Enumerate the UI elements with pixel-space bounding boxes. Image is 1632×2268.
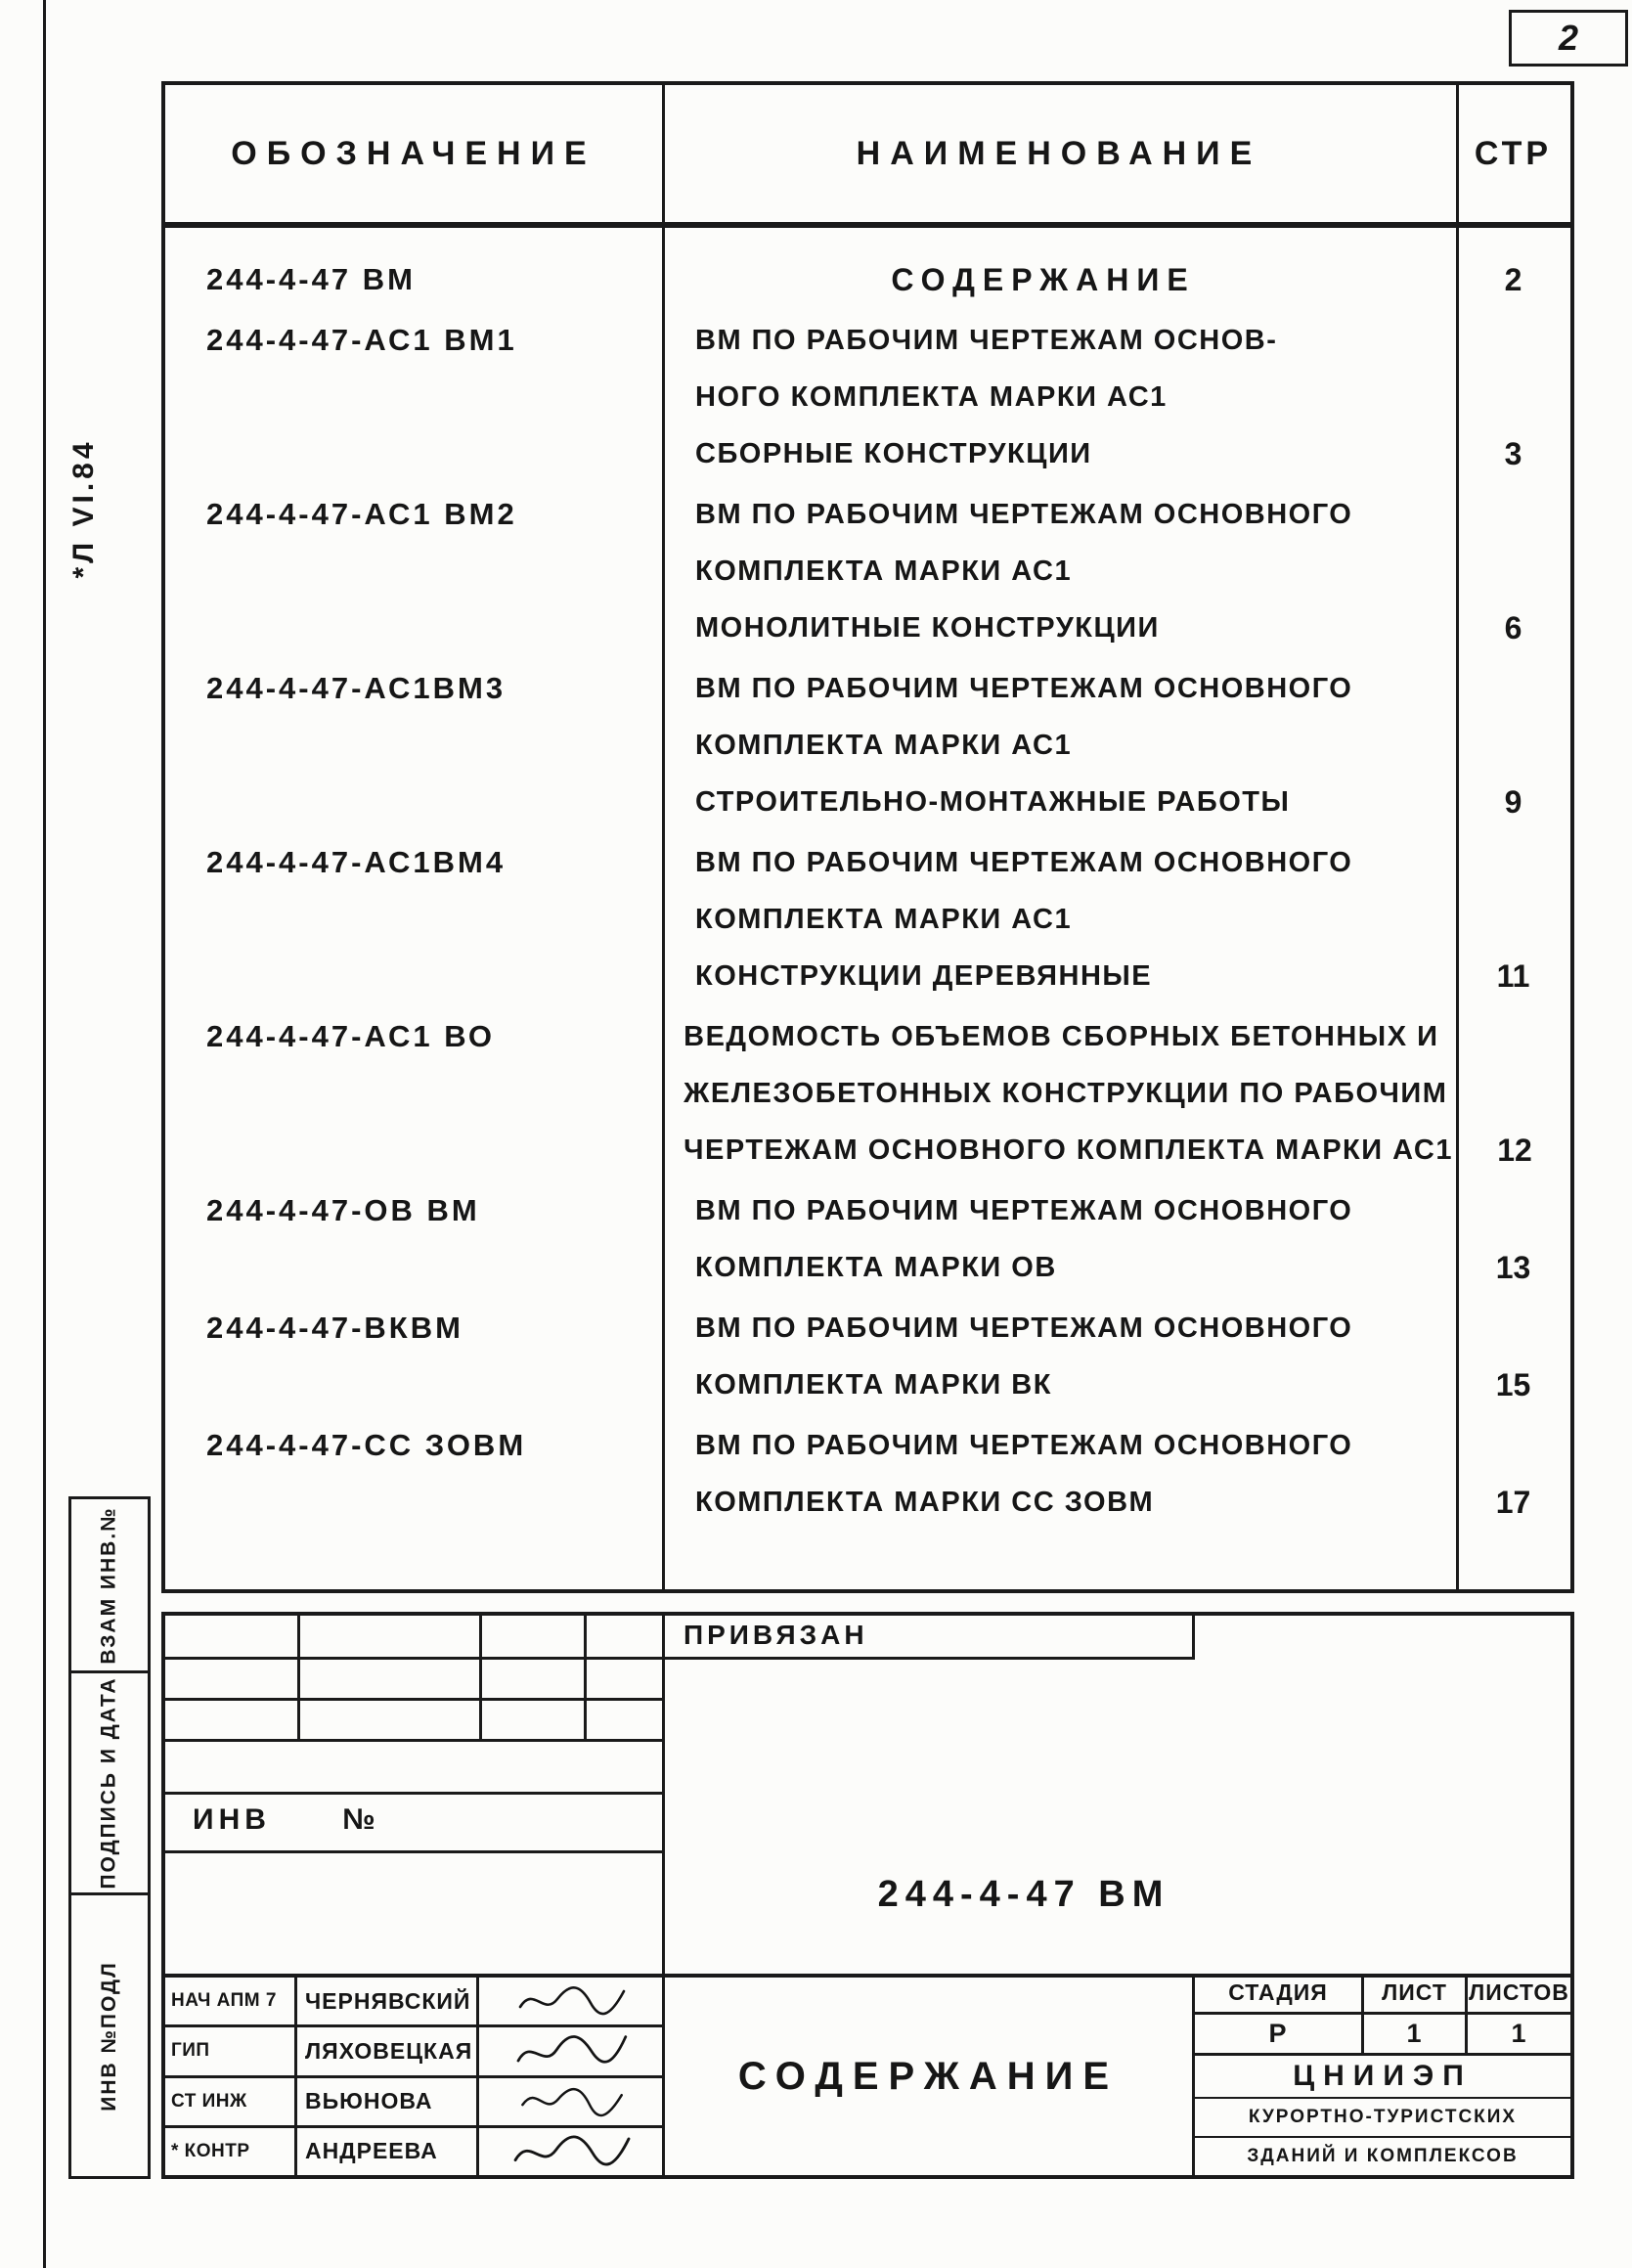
row-name-line: КОМПЛЕКТА МАРКИ ОВ bbox=[695, 1252, 1057, 1283]
margin-note: *Л VI.84 bbox=[67, 438, 100, 579]
stage-value: Р bbox=[1195, 2015, 1364, 2053]
row-page-ref: 9 bbox=[1504, 784, 1522, 820]
row-name-line: ВЕДОМОСТЬ ОБЪЕМОВ СБОРНЫХ БЕТОННЫХ И bbox=[684, 1021, 1439, 1052]
row-page-ref: 15 bbox=[1495, 1367, 1531, 1402]
row-designation: 244-4-47-СС ЗОВМ bbox=[206, 1428, 527, 1462]
row-name bbox=[662, 1182, 1456, 1296]
stamp-label: ВЗАМ ИНВ.№ bbox=[98, 1505, 120, 1665]
title-block-line bbox=[165, 1657, 1195, 1660]
title-block-line bbox=[584, 1616, 587, 1742]
row-name bbox=[662, 660, 1456, 830]
title-block-line bbox=[479, 1616, 482, 1742]
row-name-line: ВМ ПО РАБОЧИМ ЧЕРТЕЖАМ ОСНОВ- bbox=[695, 325, 1278, 356]
row-page-ref: 12 bbox=[1497, 1133, 1532, 1168]
signature-icon bbox=[512, 1981, 630, 2021]
row-name-line: СТРОИТЕЛЬНО-МОНТАЖНЫЕ РАБОТЫ bbox=[695, 786, 1291, 818]
row-name-line: ВМ ПО РАБОЧИМ ЧЕРТЕЖАМ ОСНОВНОГО bbox=[695, 1312, 1353, 1344]
signatory-name: АНДРЕЕВА bbox=[297, 2128, 479, 2175]
row-name-line: МОНОЛИТНЫЕ КОНСТРУКЦИИ bbox=[695, 612, 1160, 644]
row-name-line: ЧЕРТЕЖАМ ОСНОВНОГО КОМПЛЕКТА МАРКИ АС1 bbox=[684, 1134, 1453, 1166]
title-block-line bbox=[1192, 1616, 1195, 1660]
signature-row bbox=[165, 2024, 662, 2074]
row-page-ref: 13 bbox=[1495, 1250, 1531, 1285]
document-title: СОДЕРЖАНИЕ bbox=[737, 2054, 1120, 2098]
header-designation: ОБОЗНАЧЕНИЕ bbox=[231, 134, 596, 172]
signatory-role: ГИП bbox=[165, 2027, 297, 2074]
signature-row bbox=[165, 2075, 662, 2125]
row-page-ref: 2 bbox=[1504, 262, 1522, 297]
row-name-line: ЖЕЛЕЗОБЕТОННЫХ КОНСТРУКЦИИ ПО РАБОЧИМ bbox=[684, 1078, 1448, 1109]
row-name-line: СОДЕРЖАНИЕ bbox=[891, 262, 1196, 297]
row-name bbox=[662, 251, 1456, 308]
sheets-value: 1 bbox=[1511, 2019, 1527, 2048]
column-divider bbox=[662, 85, 665, 1589]
signatory-name: ВЬЮНОВА bbox=[297, 2078, 479, 2125]
row-name-line: КОМПЛЕКТА МАРКИ АС1 bbox=[695, 730, 1073, 761]
header-name: НАИМЕНОВАНИЕ bbox=[856, 134, 1262, 172]
row-name-line: ВМ ПО РАБОЧИМ ЧЕРТЕЖАМ ОСНОВНОГО bbox=[695, 1195, 1353, 1226]
row-page-ref: 6 bbox=[1504, 610, 1522, 645]
stage-header-row bbox=[1195, 1974, 1570, 2015]
title-block bbox=[161, 1612, 1574, 2179]
contents-table bbox=[161, 81, 1574, 1593]
row-designation: 244-4-47-АС1 ВМ2 bbox=[206, 497, 517, 531]
signature-mark bbox=[479, 2078, 662, 2125]
contents-row bbox=[165, 1182, 1570, 1296]
signatory-role: * КОНТР bbox=[165, 2128, 297, 2175]
stage-values-row bbox=[1195, 2015, 1570, 2056]
signatory-role: СТ ИНЖ bbox=[165, 2078, 297, 2125]
organization-description: КУРОРТНО-ТУРИСТСКИХ bbox=[1195, 2099, 1570, 2138]
signatory-name: ЛЯХОВЕЦКАЯ bbox=[297, 2027, 479, 2074]
signature-row bbox=[165, 1978, 662, 2024]
header-page: СТР bbox=[1474, 134, 1553, 172]
stage-label: СТАДИЯ bbox=[1195, 1974, 1364, 2012]
organization-description: ЗДАНИЙ И КОМПЛЕКСОВ bbox=[1247, 2146, 1519, 2166]
row-page-ref: 17 bbox=[1495, 1485, 1531, 1520]
stamp-label: ПОДПИСЬ И ДАТА bbox=[98, 1676, 121, 1890]
row-designation: 244-4-47-АС1ВМ4 bbox=[206, 845, 507, 879]
stamp-inv-podl bbox=[71, 1892, 148, 2176]
stamp-label: ИНВ №ПОДЛ bbox=[98, 1960, 121, 2112]
row-name bbox=[662, 834, 1456, 1004]
page-number-box bbox=[1509, 10, 1628, 67]
row-name-line: НОГО КОМПЛЕКТА МАРКИ АС1 bbox=[695, 381, 1168, 413]
signature-grid bbox=[165, 1978, 662, 2175]
organization-name: ЦНИИЭП bbox=[1195, 2056, 1570, 2099]
row-name-line: КОНСТРУКЦИИ ДЕРЕВЯННЫЕ bbox=[695, 960, 1153, 992]
signature-icon bbox=[507, 2026, 634, 2076]
title-block-line bbox=[165, 1792, 662, 1795]
signature-icon bbox=[506, 2128, 636, 2176]
contents-row bbox=[165, 1417, 1570, 1531]
row-name-line: ВМ ПО РАБОЧИМ ЧЕРТЕЖАМ ОСНОВНОГО bbox=[695, 1430, 1353, 1461]
linked-note: ПРИВЯЗАН bbox=[684, 1620, 868, 1650]
row-name-line: КОМПЛЕКТА МАРКИ СС ЗОВМ bbox=[695, 1487, 1155, 1518]
title-block-line bbox=[297, 1616, 300, 1742]
contents-row bbox=[165, 1300, 1570, 1413]
sheet-value: 1 bbox=[1364, 2015, 1468, 2053]
row-name-line: ВМ ПО РАБОЧИМ ЧЕРТЕЖАМ ОСНОВНОГО bbox=[695, 847, 1353, 878]
signatory-role: НАЧ АПМ 7 bbox=[165, 1978, 297, 2024]
row-name-line: ВМ ПО РАБОЧИМ ЧЕРТЕЖАМ ОСНОВНОГО bbox=[695, 673, 1353, 704]
signature-mark bbox=[479, 1978, 662, 2024]
row-name bbox=[662, 1417, 1456, 1531]
contents-row bbox=[165, 834, 1570, 1004]
document-number: 244-4-47 ВМ bbox=[877, 1874, 1170, 1915]
row-name-line: СБОРНЫЕ КОНСТРУКЦИИ bbox=[695, 438, 1092, 469]
row-designation: 244-4-47-АС1 ВМ1 bbox=[206, 323, 517, 357]
frame-left-line bbox=[43, 0, 46, 2268]
signature-icon bbox=[514, 2080, 628, 2123]
title-block-line bbox=[165, 1739, 662, 1742]
row-name bbox=[662, 1300, 1456, 1413]
row-page-ref: 3 bbox=[1504, 436, 1522, 471]
contents-row bbox=[165, 486, 1570, 656]
row-name bbox=[662, 486, 1456, 656]
row-designation: 244-4-47 ВМ bbox=[206, 262, 416, 296]
row-name-line: КОМПЛЕКТА МАРКИ АС1 bbox=[695, 556, 1073, 587]
title-block-line bbox=[165, 1698, 662, 1701]
contents-row bbox=[165, 660, 1570, 830]
row-name bbox=[650, 1008, 1459, 1178]
stamp-podpis-data bbox=[71, 1670, 148, 1892]
organization-block bbox=[1195, 2056, 1570, 2175]
page-number: 2 bbox=[1558, 18, 1579, 58]
signature-mark bbox=[479, 2128, 662, 2175]
title-block-line bbox=[165, 1850, 662, 1853]
row-designation: 244-4-47-АС1ВМ3 bbox=[206, 671, 507, 705]
column-divider bbox=[1456, 85, 1459, 1589]
contents-row bbox=[165, 251, 1570, 308]
contents-row bbox=[165, 1008, 1570, 1178]
signatory-name: ЧЕРНЯВСКИЙ bbox=[297, 1978, 479, 2024]
table-body bbox=[165, 228, 1570, 1589]
signature-mark bbox=[479, 2027, 662, 2074]
row-designation: 244-4-47-ВКВМ bbox=[206, 1311, 463, 1345]
stamp-vzam-inv bbox=[71, 1499, 148, 1670]
signature-row bbox=[165, 2125, 662, 2175]
contents-row bbox=[165, 312, 1570, 482]
row-name-line: КОМПЛЕКТА МАРКИ АС1 bbox=[695, 904, 1073, 935]
row-name bbox=[662, 312, 1456, 482]
table-header-row bbox=[165, 85, 1570, 228]
stage-box bbox=[1192, 1974, 1570, 2175]
sheets-label: ЛИСТОВ bbox=[1469, 1979, 1569, 2005]
row-designation: 244-4-47-АС1 ВО bbox=[206, 1019, 495, 1053]
row-page-ref: 11 bbox=[1496, 958, 1530, 994]
margin-stamp-strip bbox=[68, 1496, 151, 2179]
inventory-number-label: ИНВ № bbox=[193, 1803, 380, 1836]
sheet-label: ЛИСТ bbox=[1364, 1974, 1468, 2012]
row-designation: 244-4-47-ОВ ВМ bbox=[206, 1193, 480, 1227]
row-name-line: ВМ ПО РАБОЧИМ ЧЕРТЕЖАМ ОСНОВНОГО bbox=[695, 499, 1353, 530]
row-name-line: КОМПЛЕКТА МАРКИ ВК bbox=[695, 1369, 1052, 1401]
